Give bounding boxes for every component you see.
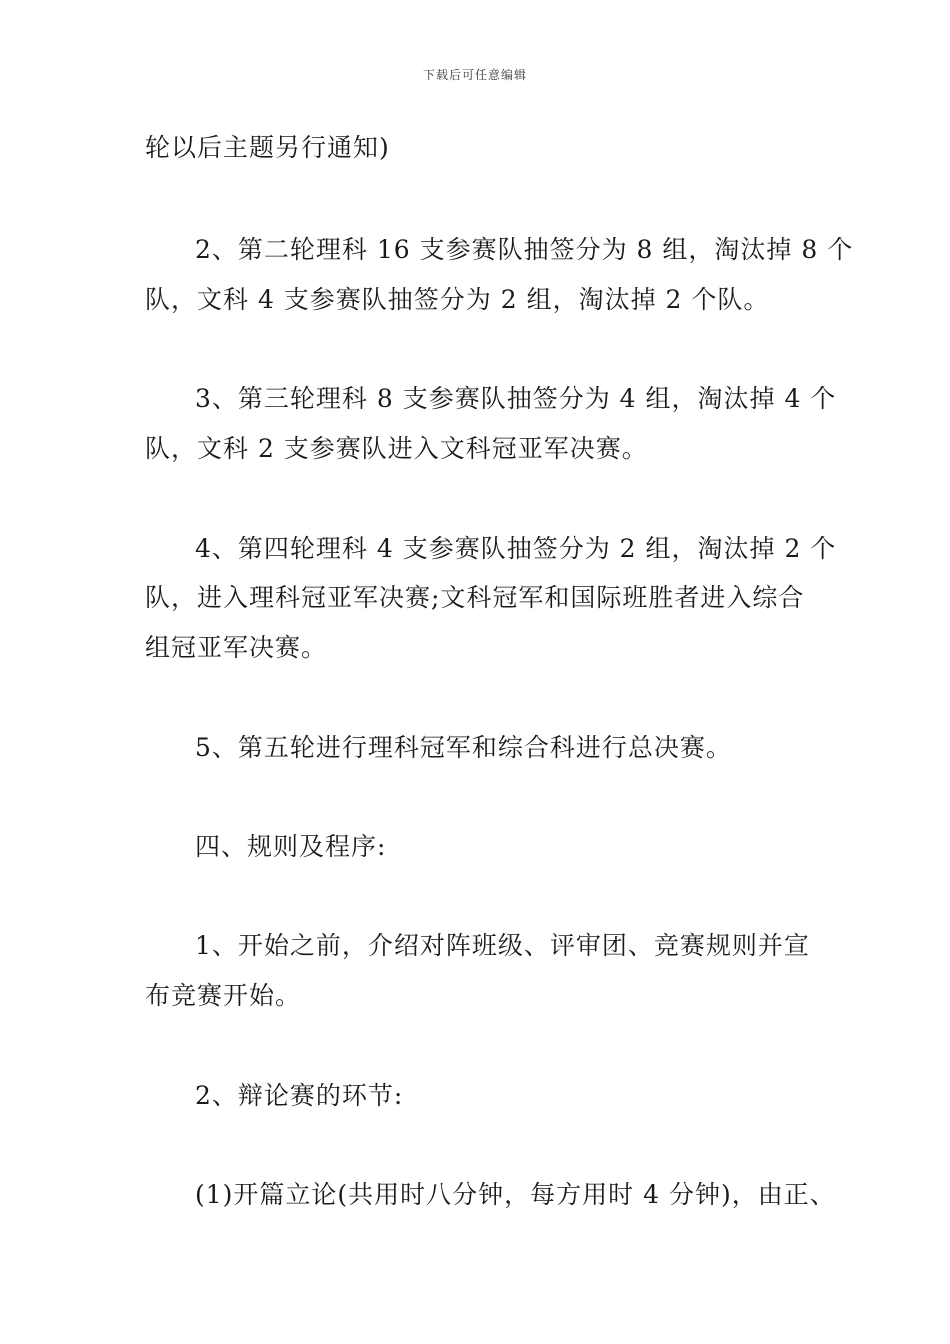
paragraph-line: 布竞赛开始。 [145,981,302,1010]
paragraph-line: 4、第四轮理科 4 支参赛队抽签分为 2 组，淘汰掉 2 个 [195,534,837,563]
paragraph-line: 2、辩论赛的环节: [195,1081,404,1110]
paragraph-line: 队，文科 4 支参赛队抽签分为 2 组，淘汰掉 2 个队。 [145,285,770,314]
paragraph-line: 1、开始之前，介绍对阵班级、评审团、竞赛规则并宣 [195,931,810,960]
paragraph-line: 组冠亚军决赛。 [145,633,328,662]
paragraph-line: 队，进入理科冠亚军决赛;文科冠军和国际班胜者进入综合 [145,583,805,612]
page-header: 下载后可任意编辑 [422,68,527,82]
paragraph-line: (1)开篇立论(共用时八分钟，每方用时 4 分钟)，由正、 [195,1180,836,1209]
paragraph-line: 3、第三轮理科 8 支参赛队抽签分为 4 组，淘汰掉 4 个 [195,384,837,413]
paragraph-line: 2、第二轮理科 16 支参赛队抽签分为 8 组，淘汰掉 8 个 [195,235,854,264]
paragraph-line: 队，文科 2 支参赛队进入文科冠亚军决赛。 [145,434,648,463]
section-heading: 四、规则及程序: [195,832,387,861]
paragraph-line: 轮以后主题另行通知) [145,133,390,162]
paragraph-line: 5、第五轮进行理科冠军和综合科进行总决赛。 [195,733,732,762]
